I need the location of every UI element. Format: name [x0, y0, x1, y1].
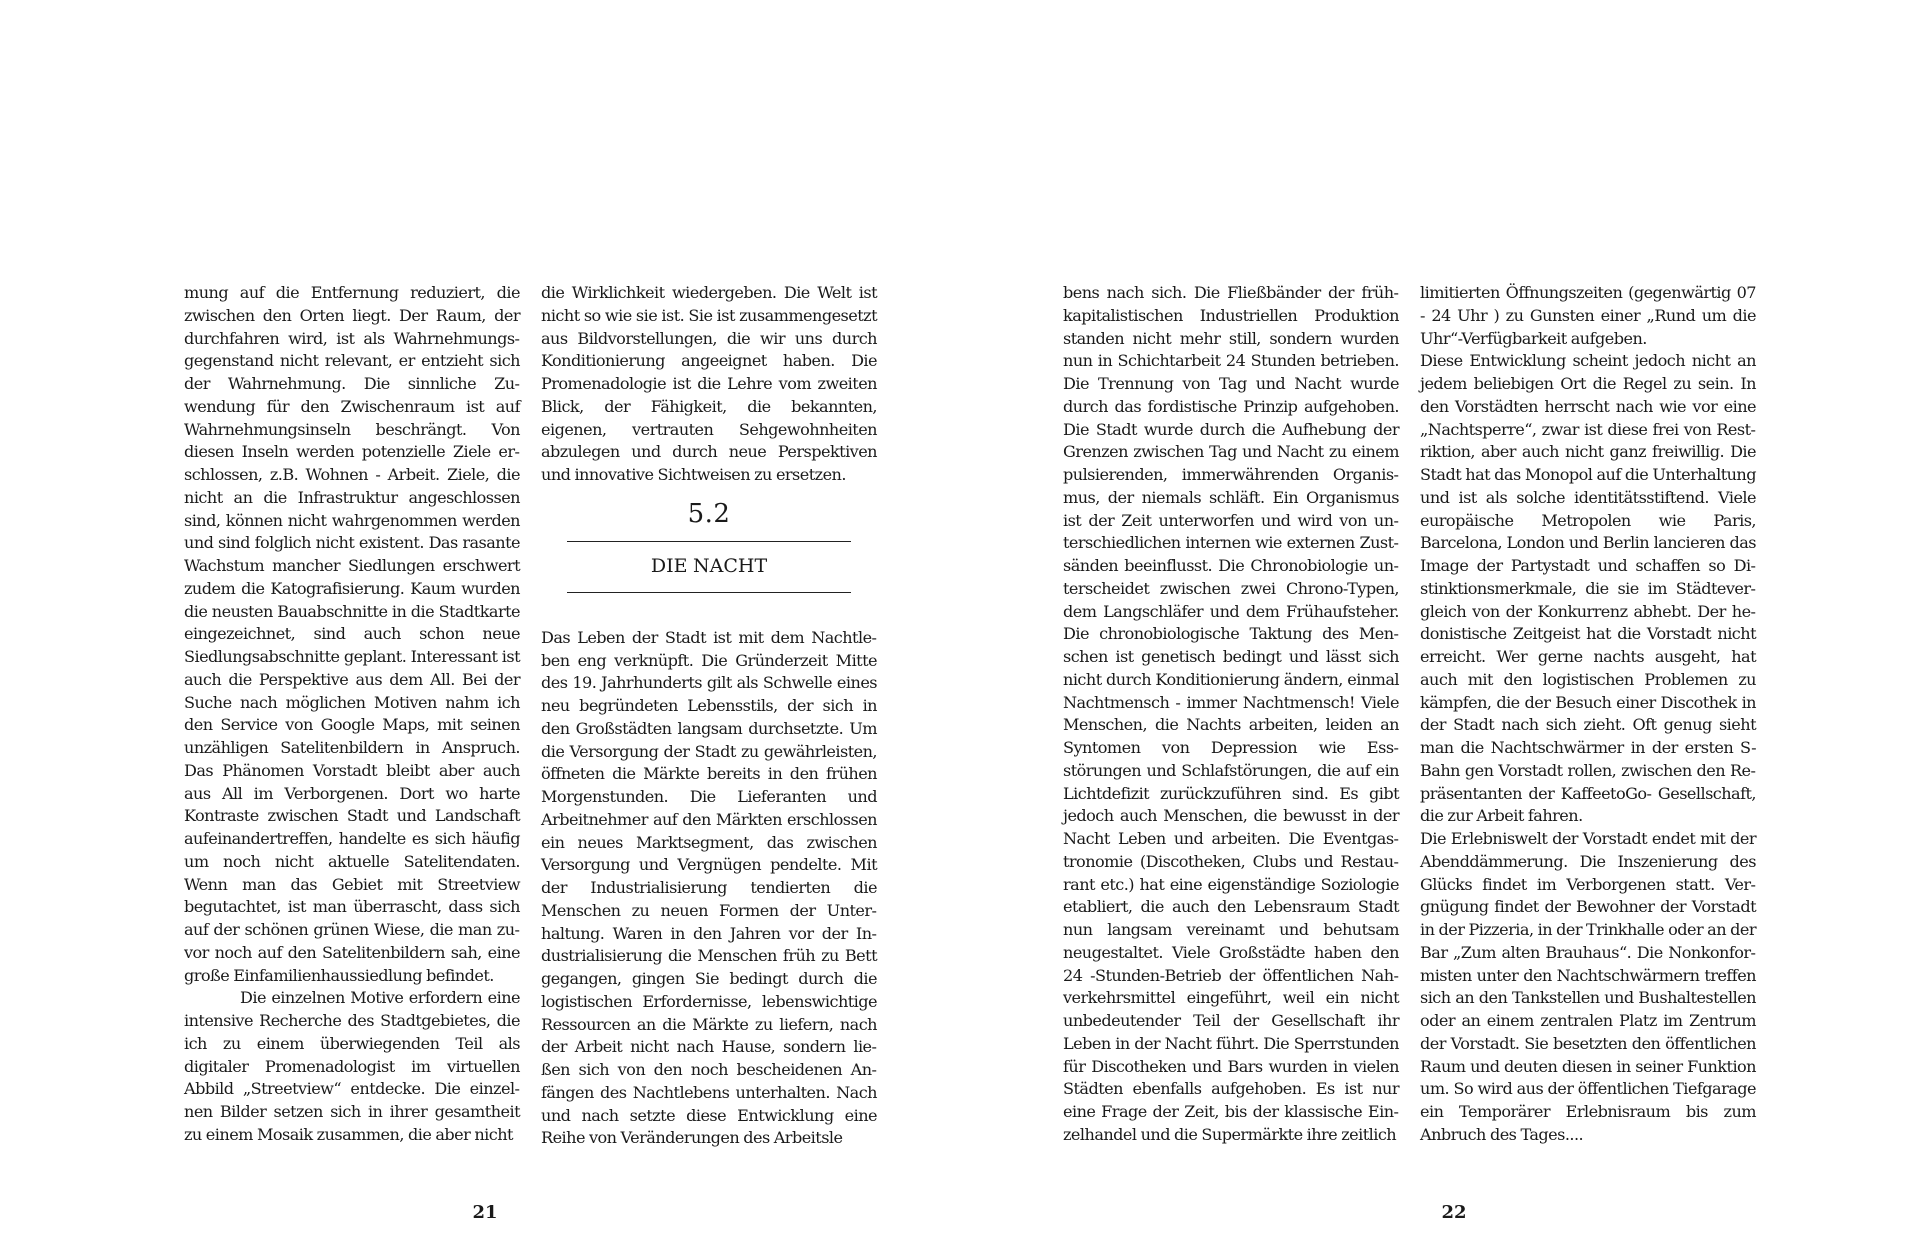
section-number: 5.2 — [687, 498, 731, 529]
body-paragraph: bens nach sich. Die Fließbänder der frühkapitalistischen Industriellen Produktion standen nicht mehr still, sondern wurden nun in Schichtarbeit 24 Stunden betrieben. Die Trennung von Tag und Nacht wurde durch das fordistische Prinzip aufgehoben. Die Stadt wurde durch die Aufhebung der Grenzen zwischen Tag und Nacht zu einem pulsierenden, immerwährenden Organismus, der niemals schläft. Ein Organismus ist der Zeit unterworfen und wird von unterschiedlichen internen wie externen Zustsänden beeinflusst. Die Chronobiologie unterscheidet zwischen zwei Chrono-Typen, dem Langschläfer und dem Frühaufsteher. Die chronobiologische Taktung des Menschen ist genetisch bedingt und lässt sich nicht durch Konditionierung ändern, einmal Nachtmensch - immer Nachtmensch! Viele Menschen, die Nachts arbeiten, leiden an Syntomen von Depression wie Essstörungen und Schlafstörungen, die auf ein Lichtdefizit zurückzuführen sind. Es gibt jedoch auch Menschen, die bewusst in der Nacht Leben und arbeiten. Die Eventgastronomie (Discotheken, Clubs und Restaurant etc.) hat eine eigenständige Soziologie etabliert, die auch den Lebensraum Stadt nun langsam vereinamt und behutsam neugestaltet. Viele Großstädte haben den 24 -Stunden-Betrieb der öffentlichen Nahverkehrsmittel eingeführt, weil ein nicht unbedeutender Teil der Gesellschaft ihr Leben in der Nacht führt. Die Sperrstunden für Discotheken und Bars wurden in vielen Städten ebenfalls aufgehoben. Es ist nur eine Frage der Zeit, bis der klassische Einzelhandel und die Supermärkte ihre zeitlich — [1063, 283, 1399, 1144]
left-page-column-1 — [184, 282, 520, 1147]
heading-rule-top — [567, 541, 851, 542]
heading-rule-bottom — [567, 592, 851, 593]
right-page-column-1 — [1063, 282, 1399, 1147]
body-paragraph: die Wirklichkeit wiedergeben. Die Welt ist nicht so wie sie ist. Sie ist zusammengesetzt aus Bildvorstellungen, die wir uns durch Konditionierung angeeignet haben. Die Promenadologie ist die Lehre vom zweiten Blick, der Fähigkeit, die bekannten, eigenen, vertrauten Sehgewohnheiten abzulegen und durch neue Perspektiven und innovative Sichtweisen zu ersetzen. — [541, 283, 877, 484]
body-paragraph: mung auf die Entfernung reduziert, die zwischen den Orten liegt. Der Raum, der durchfahren wird, ist als Wahrnehmungsgegenstand nicht relevant, er entzieht sich der Wahrnehmung. Die sinnliche Zuwendung für den Zwischenraum ist auf Wahrnehmungsinseln beschrängt. Von diesen Inseln werden potenzielle Ziele erschlossen, z.B. Wohnen - Arbeit. Ziele, die nicht an die Infrastruktur angeschlossen sind, können nicht wahrgenommen werden und sind folglich nicht existent. Das rasante Wachstum mancher Siedlungen erschwert zudem die Katografisierung. Kaum wurden die neusten Bauabschnitte in die Stadtkarte eingezeichnet, sind auch schon neue Siedlungsabschnitte geplant. Interessant ist auch die Perspektive aus dem All. Bei der Suche nach möglichen Motiven nahm ich den Service von Google Maps, mit seinen unzähligen Satelitenbildern in Anspruch. Das Phänomen Vorstadt bleibt aber auch aus All im Verborgenen. Dort wo harte Kontraste zwischen Stadt und Landschaft aufeinandertreffen, handelte es sich häufig um noch nicht aktuelle Satelitendaten. Wenn man das Gebiet mit Streetview begutachtet, ist man überrascht, dass sich auf der schönen grünen Wiese, die man zuvor noch auf den Satelitenbildern sah, eine große Einfamilienhaussiedlung befindet. — [184, 283, 520, 985]
section-title: DIE NACHT — [650, 554, 768, 577]
body-paragraph: Die Erlebniswelt der Vorstadt endet mit der Abenddämmerung. Die Inszenierung des Glücks findet im Verborgenen statt. Vergnügung findet der Bewohner der Vorstadt in der Pizzeria, in der Trinkhalle oder an der Bar „Zum alten Brauhaus“. Die Nonkonformisten unter den Nachtschwärmern treffen sich an den Tankstellen und Bushaltestellen oder an einem zentralen Platz im Zentrum der Vorstadt. Sie besetzten den öffentlichen Raum und deuten diesen in seiner Funktion um. So wird aus der öffentlichen Tiefgarage ein Temporärer Erlebnisraum bis zum Anbruch des Tages.... — [1420, 829, 1756, 1144]
body-paragraph: Das Leben der Stadt ist mit dem Nachtleben eng verknüpft. Die Gründerzeit Mitte des 19. Jahrhunderts gilt als Schwelle eines neu begründeten Lebensstils, der sich in den Großstädten langsam durchsetzte. Um die Versorgung der Stadt zu gewährleisten, öffneten die Märkte bereits in den frühen Morgenstunden. Die Lieferanten und Arbeitnehmer auf den Märkten erschlossen ein neues Marktsegment, das zwischen Versorgung und Vergnügen pendelte. Mit der Industrialisierung tendierten die Menschen zu neuen Formen der Unterhaltung. Waren in den Jahren vor der Industrialisierung die Menschen früh zu Bett gegangen, gingen Sie bedingt durch die logistischen Erfordernisse, lebenswichtige Ressourcen an die Märkte zu liefern, nach der Arbeit nicht nach Hause, sondern ließen sich von den noch bescheidenen Anfängen des Nachtlebens unterhalten. Nach und nach setzte diese Entwicklung eine Reihe von Veränderungen des Arbeitsle — [541, 627, 877, 1148]
body-paragraph: Diese Entwicklung scheint jedoch nicht an jedem beliebigen Ort die Regel zu sein. In den Vorstädten herrscht nach wie vor eine „Nachtsperre“, zwar ist diese frei von Restriktion, aber auch nicht ganz freiwillig. Die Stadt hat das Monopol auf die Unterhaltung und ist als solche identitätsstiftend. Viele europäische Metropolen wie Paris, Barcelona, London und Berlin lancieren das Image der Partystadt und schaffen so Distinktionsmerkmale, die sie im Städtevergleich von der Konkurrenz abhebt. Der hedonistische Zeitgeist hat die Vorstadt nicht erreicht. Wer gerne nachts ausgeht, hat auch mit den logistischen Problemen zu kämpfen, die der Besuch einer Discothek in der Stadt nach sich zieht. Oft genug sieht man die Nachtschwärmer in der ersten S-Bahn gen Vorstadt rollen, zwischen den Repräsentanten der KaffeetoGo- Gesellschaft, die zur Arbeit fahren. — [1420, 351, 1756, 826]
body-paragraph: limitierten Öffnungszeiten (gegenwärtig 07 - 24 Uhr ) zu Gunsten einer „Rund um die Uhr“-Verfügbarkeit aufgeben. — [1420, 283, 1756, 348]
page-number-right: 22 — [1441, 1202, 1467, 1223]
right-page-column-2 — [1420, 282, 1756, 1147]
section-heading — [541, 497, 877, 593]
page-number-left: 21 — [472, 1202, 498, 1223]
body-paragraph: Die einzelnen Motive erfordern eine intensive Recherche des Stadtgebietes, die ich zu einem überwiegenden Teil als digitaler Promenadologist im virtuellen Abbild „Streetview“ entdecke. Die einzelnen Bilder setzen sich in ihrer gesamtheit zu einem Mosaik zusammen, die aber nicht — [184, 988, 520, 1144]
left-page-column-2 — [541, 282, 877, 1150]
